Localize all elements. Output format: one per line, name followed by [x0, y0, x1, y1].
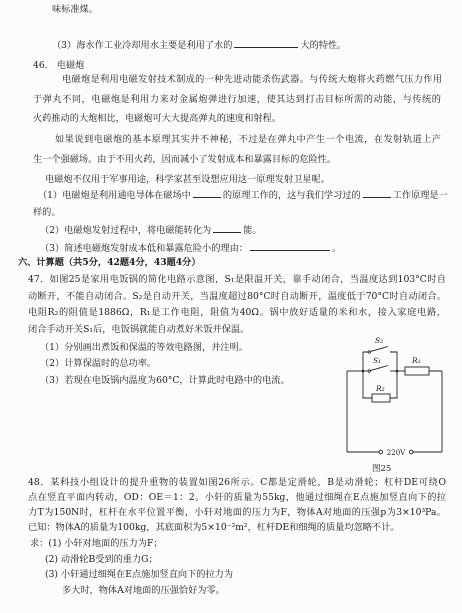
question-47-part-3: （3）若现在电饭锅内温度为60°C，计算此时电路中的电流。: [40, 375, 290, 386]
wire-s2-out: [390, 352, 397, 371]
question-48-line: 已知：物体A的质量为100kg，其底面积为5×10⁻²m²，杠杆DE和细绳的质量均忽略不计。: [28, 522, 400, 533]
section-heading: 六、计算题（共5分，42题4分，43题4分）: [18, 257, 201, 268]
resistor-r2-label: R₂: [376, 384, 385, 393]
question-48-line: 点在竖直平面内转动，OD：OE＝1：2。小轩的质量为55kg，他通过细绳在E点施加竖直向下的拉: [28, 492, 446, 503]
question-text: （3）海水作工业冷却用水主要是利用了水的: [52, 40, 233, 51]
switch-s2-label: S₂: [375, 336, 384, 345]
passage-line: 于弹丸不同，电磁炮是利用力来对金属炮弹进行加速，使其达到打击目标所需的动能，与传统的: [33, 94, 441, 105]
question-47-line: 电阻R₂的阻值是1886Ω，R₁是工作电阻，阻值为40Ω。锅中放好适量的米和水，接入家庭电路，: [28, 307, 446, 318]
resistor-r2: [372, 394, 390, 402]
question-text: 的原理工作的，这与我们学习过的: [222, 190, 361, 201]
previous-question-part-3: [52, 39, 346, 52]
switch-s2-blade: [370, 347, 388, 352]
wire-s2-in: [363, 352, 368, 371]
question-48-ask-3-continued: 多大时，物体A对地面的压强恰好为零。: [62, 585, 225, 596]
question-text: （1）电磁炮是利用通电导体在磁场中: [38, 190, 191, 201]
question-47-part-2: （2）计算保温时的总功率。: [40, 358, 157, 369]
question-47-line: 47．如图25是家用电饭锅的简化电路示意图，S₁是限温开关，靠手动闭合，当温度达到103°C时自: [28, 274, 446, 285]
question-46-part-3: [40, 242, 341, 255]
question-text: 大的特性。: [300, 40, 347, 51]
question-text: 工作原理是一: [392, 190, 448, 201]
question-48-ask-3: (3) 小轩通过细绳在E点施加竖直向下的拉力为: [45, 569, 234, 580]
passage-line: 如果说到电磁炮的基本原理其实并不神秘，不过是在弹丸中产生一个电流，在发射轨道上产: [55, 134, 441, 145]
question-text: （3）简述电磁炮发射成本低和暴露危险小的理由：: [40, 243, 248, 254]
question-48-line: 48．某科技小组设计的提升重物的装置如图26所示。C都是定滑轮，B是动滑轮；杠杆DE可绕O: [28, 477, 446, 488]
question-46-heading: 46. 电磁炮: [33, 60, 85, 71]
resistor-r1: [405, 367, 429, 375]
figure-caption: 图25: [372, 464, 392, 474]
question-46-part-2: [40, 224, 262, 237]
question-47-part-1: （1）分别画出煮饭和保温的等效电路图，并注明。: [40, 342, 248, 353]
question-47-line: 动断开，不能自动闭合。S₂是自动开关，当温度超过80°C时自动断开，温度低于70°C时自动闭合。: [28, 291, 446, 302]
passage-line: 生一个强磁场。由于不用火药，因而减小了发射成本和暴露目标的危险性。: [33, 154, 337, 165]
answer-blank: [213, 224, 241, 233]
question-text: 。: [331, 243, 342, 254]
question-text: 能。: [243, 225, 262, 236]
answer-blank: [234, 39, 298, 48]
wire-right: [429, 371, 442, 452]
question-47-line: 闭合手动开关S₁后，电饭锅就能自动煮好米饭并保温。: [28, 324, 250, 335]
supply-terminal: [409, 450, 413, 454]
question-46-part-1-continued: 样的。: [33, 207, 61, 218]
switch-s1-contact: [368, 370, 370, 372]
passage-line: 电磁炮不仅用于军事用途，科学家甚至设想应用这一原理发射卫星呢。: [45, 174, 330, 185]
previous-question-fragment: 味标准煤。: [52, 4, 98, 15]
question-46-part-1: [38, 189, 448, 202]
answer-blank: [250, 242, 330, 251]
question-48-ask-1: 求：(1) 小轩对地面的压力为F；: [30, 538, 163, 549]
question-48-ask-2: (2) 动滑轮B受到的重力G；: [45, 554, 158, 565]
question-text: （2）电磁炮发射过程中，将电磁能转化为: [40, 225, 212, 236]
supply-voltage-label: 220V: [386, 449, 406, 457]
switch-s2-contact: [368, 351, 370, 353]
supply-terminal: [379, 450, 383, 454]
answer-blank: [193, 189, 221, 198]
switch-s1-blade: [370, 366, 388, 371]
answer-blank: [363, 189, 391, 198]
wire-r2-in: [363, 371, 372, 398]
passage-line: 火药推动的大炮相比，电磁炮可大大提高弹丸的速度和射程。: [33, 113, 282, 124]
passage-line: 电磁炮是利用电磁发射技术制成的一种先进动能杀伤武器。与传统大炮将火药燃气压力作用: [62, 74, 442, 85]
switch-s1-label: S₁: [373, 356, 382, 365]
question-48-line: 力T为150N时，杠杆在水平位置平衡，小轩对地面的压力为F，物体A对地面的压强p为3×10³Pa。: [28, 507, 446, 518]
wire-r2-out: [390, 371, 397, 398]
circuit-diagram: [335, 334, 447, 462]
resistor-r1-label: R₁: [412, 356, 421, 365]
